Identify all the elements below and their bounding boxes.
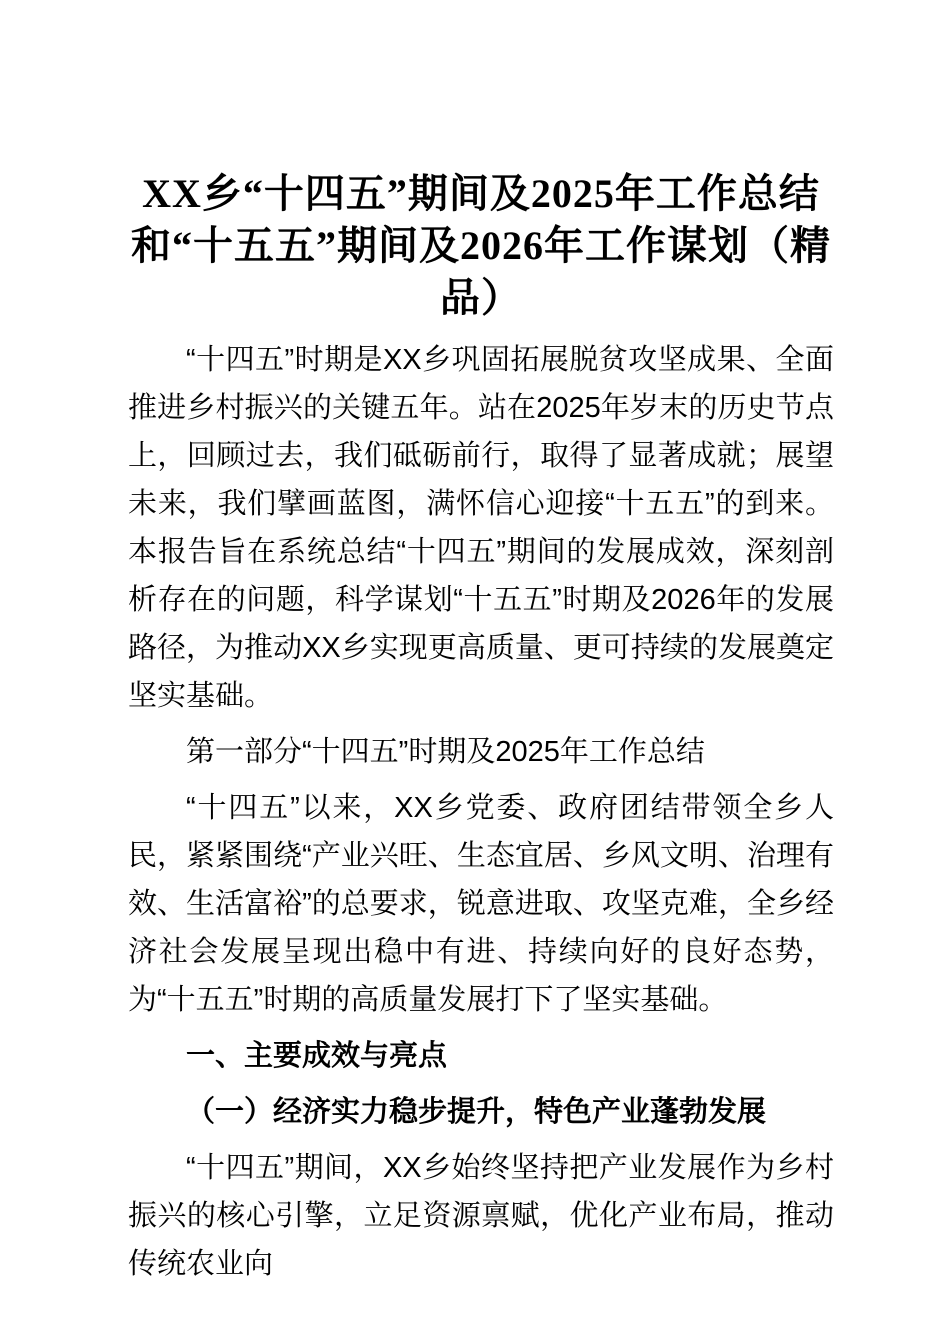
document-title: XX乡“十四五”期间及2025年工作总结和“十五五”期间及2026年工作谋划（精品） bbox=[131, 171, 831, 320]
paragraph-part1-intro: “十四五”以来，XX乡党委、政府团结带领全乡人民，紧紧围绕“产业兴旺、生态宜居、乡风文明、治理有效、生活富裕”的总要求，锐意进取、攻坚克难，全乡经济社会发展呈现出稳中有进、持续向好的良好态势，为“十五五”时期的高质量发展打下了坚实基础。 bbox=[128, 792, 834, 1016]
heading-subsection-1-1: （一）经济实力稳步提升，特色产业蓬勃发展 bbox=[186, 1096, 767, 1128]
paragraph-intro: “十四五”时期是XX乡巩固拓展脱贫攻坚成果、全面推进乡村振兴的关键五年。站在2025年岁末的历史节点上，回顾过去，我们砥砺前行，取得了显著成就；展望未来，我们擘画蓝图，满怀信心迎接“十五五”的到来。本报告旨在系统总结“十四五”期间的发展成效，深刻剖析存在的问题，科学谋划“十五五”时期及2026年的发展路径，为推动XX乡实现更高质量、更可持续的发展奠定坚实基础。 bbox=[128, 344, 834, 712]
paragraph-subsection-1-1-body: “十四五”期间，XX乡始终坚持把产业发展作为乡村振兴的核心引擎，立足资源禀赋，优化产业布局，推动传统农业向 bbox=[128, 1152, 834, 1280]
heading-section-1: 一、主要成效与亮点 bbox=[186, 1040, 448, 1072]
paragraph-part1-heading: 第一部分“十四五”时期及2025年工作总结 bbox=[186, 736, 705, 768]
